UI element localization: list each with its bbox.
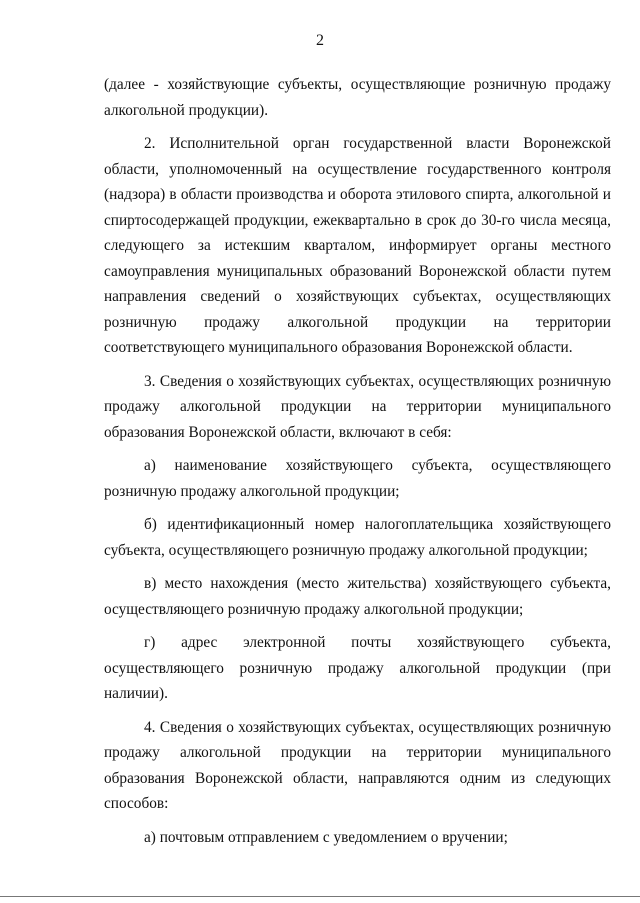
paragraph-continuation: (далее - хозяйствующие субъекты, осуществляющие розничную продажу алкогольной продукции). — [104, 76, 611, 119]
paragraph-item-2: 2. Исполнительной орган государственной власти Воронежской области, уполномоченный на осуществление государственного контроля (надзора) в области производства и оборота этилового спирта, алкогольной и спиртосодержащей продукции, ежеквартально в срок до 30-го числа месяца, следующего за истекшим кварталом, информирует органы местного самоуправления муниципальных образований Воронежской области путем направления сведений о хозяйствующих субъектах, осуществляющих розничную продажу алкогольной продукции на территории соответствующего муниципального образования Воронежской области. — [104, 135, 611, 356]
paragraph-item-3: 3. Сведения о хозяйствующих субъектах, осуществляющих розничную продажу алкогольной продукции на территории муниципального образования Воронежской области, включают в себя: — [104, 372, 611, 441]
page-number: 2 — [316, 32, 324, 49]
scan-edge-line — [0, 896, 640, 897]
subparagraph-4a: а) почтовым отправлением с уведомлением о вручении; — [144, 828, 508, 846]
subparagraph-a: а) наименование хозяйствующего субъекта, осуществляющего розничную продажу алкогольной продукции; — [104, 457, 611, 500]
document-body — [104, 72, 611, 858]
subparagraph-g: г) адрес электронной почты хозяйствующего субъекта, осуществляющего розничную продажу алкогольной продукции (при наличии). — [104, 634, 611, 702]
subparagraph-b: б) идентификационный номер налогоплательщика хозяйствующего субъекта, осуществляющего розничную продажу алкогольной продукции; — [104, 516, 611, 559]
subparagraph-v: в) место нахождения (место жительства) хозяйствующего субъекта, осуществляющего розничную продажу алкогольной продукции; — [104, 575, 611, 618]
paragraph-item-4: 4. Сведения о хозяйствующих субъектах, осуществляющих розничную продажу алкогольной продукции на территории муниципального образования Воронежской области, направляются одним из следующих способов: — [104, 718, 611, 812]
